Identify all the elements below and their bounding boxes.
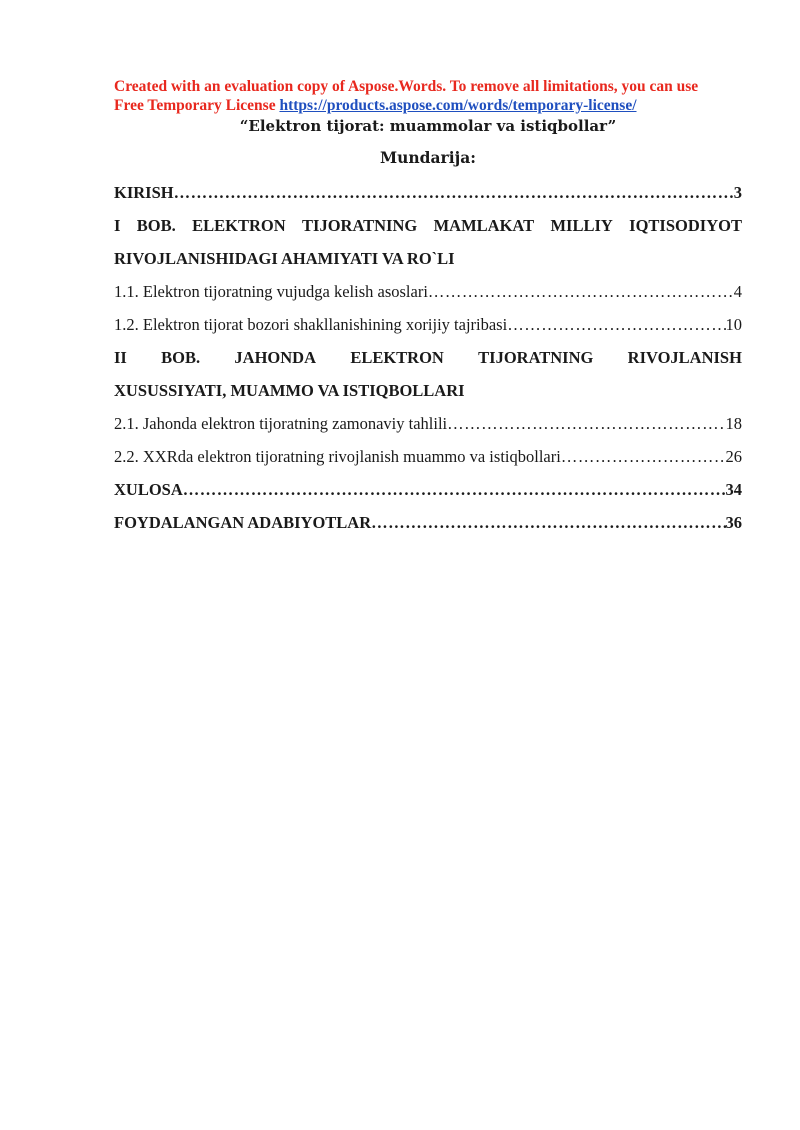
table-of-contents [114,176,742,539]
evaluation-watermark [114,77,754,115]
toc-entry-references [114,506,742,539]
chapter-word: ELEKTRON [350,348,444,367]
toc-leader-dots [371,506,725,539]
toc-entry-page: 10 [725,315,742,334]
toc-leader-dots [447,407,725,440]
toc-chapter-1 [114,209,742,275]
chapter-word: RIVOJLANISH [627,348,742,367]
toc-leader-dots [183,473,726,506]
toc-entry-intro [114,176,742,209]
chapter-word: ELEKTRON [192,216,286,235]
toc-entry-label: 1.2. Elektron tijorat bozori shakllanishining xorijiy tajribasi [114,315,508,334]
toc-entry-1-1 [114,275,742,308]
toc-entry-label: 2.1. Jahonda elektron tijoratning zamonaviy tahlili [114,414,448,433]
toc-leader-dots [507,308,725,341]
toc-entry-label: 1.1. Elektron tijoratning vujudga kelish asoslari [114,282,428,301]
toc-entry-label: XULOSA [114,480,183,499]
toc-entry-page: 26 [725,447,742,466]
toc-entry-page: 36 [725,513,742,532]
toc-entry-page: 18 [725,414,742,433]
toc-entry-label: FOYDALANGAN ADABIYOTLAR [114,513,372,532]
chapter-word: IQTISODIYOT [629,216,742,235]
chapter-2-line-1 [114,341,742,374]
toc-entry-label: 2.2. XXRda elektron tijoratning rivojlanish muammo va istiqbollari [114,447,561,466]
chapter-2-line-2: XUSUSSIYATI, MUAMMO VA ISTIQBOLLARI [114,381,465,400]
toc-leader-dots [561,440,726,473]
chapter-word: BOB. [161,348,201,367]
chapter-word: JAHONDA [234,348,317,367]
toc-entry-page: 3 [733,183,742,202]
chapter-1-line-2: RIVOJLANISHIDAGI AHAMIYATI VA RO`LI [114,249,455,268]
toc-heading: Mundarija: [379,148,476,167]
toc-leader-dots [428,275,734,308]
toc-entry-1-2 [114,308,742,341]
toc-leader-dots [174,176,734,209]
toc-entry-page: 4 [733,282,742,301]
toc-entry-page: 34 [725,480,742,499]
chapter-word: TIJORATNING [302,216,418,235]
document-title: “Elektron tijorat: muammolar va istiqbollar” [239,117,617,135]
toc-entry-2-2 [114,440,742,473]
chapter-word: BOB. [136,216,176,235]
chapter-word: II [114,348,127,367]
license-link[interactable]: https://products.aspose.com/words/temporary-license/ [279,97,637,114]
toc-entry-2-1 [114,407,742,440]
watermark-line-1: Created with an evaluation copy of Aspose.Words. To remove all limitations, you can use [114,78,699,95]
watermark-line-2 [114,96,754,115]
toc-entry-conclusion [114,473,742,506]
toc-chapter-2 [114,341,742,407]
chapter-word: TIJORATNING [478,348,594,367]
watermark-license-text: Free Temporary License [114,97,280,114]
chapter-1-line-1 [114,209,742,242]
toc-entry-label: KIRISH [114,183,174,202]
chapter-word: I [114,216,121,235]
chapter-word: MAMLAKAT [433,216,535,235]
chapter-word: MILLIY [550,216,613,235]
